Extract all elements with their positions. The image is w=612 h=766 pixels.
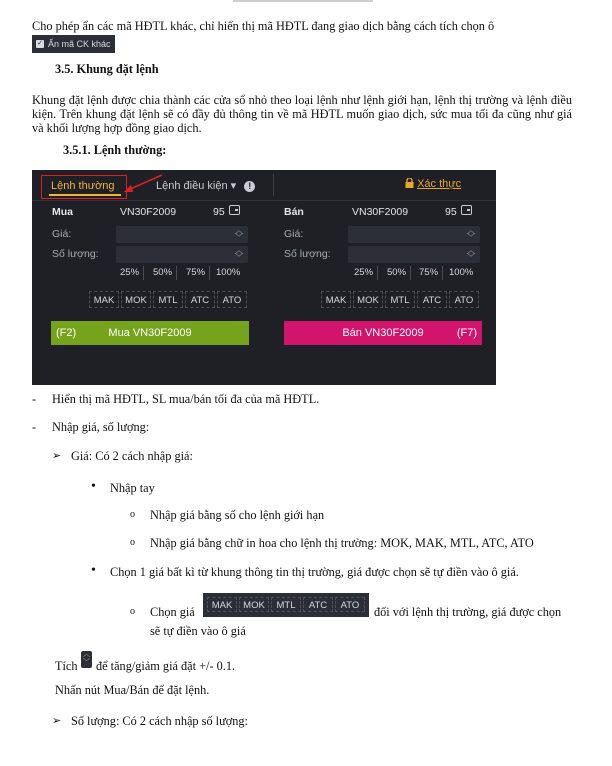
qty-heading: Số lượng: Có 2 cách nhập số lượng: xyxy=(71,714,248,728)
buy-pct-50[interactable]: 50% xyxy=(149,266,177,280)
bullet-dash: - xyxy=(32,392,37,406)
section-heading: 3.5. Khung đặt lệnh xyxy=(55,62,159,76)
checkbox-icon: ✓ xyxy=(37,40,43,47)
bullet-input: Nhập giá, số lượng: xyxy=(52,420,150,434)
sell-mok-button[interactable]: MOK xyxy=(353,291,383,308)
info-icon: ! xyxy=(244,181,255,192)
tab-conditional-label: Lệnh điều kiện xyxy=(156,180,228,192)
tab-divider xyxy=(273,174,274,196)
auth-link[interactable] xyxy=(405,178,461,190)
sell-qty-label: Số lượng: xyxy=(284,248,331,260)
sell-pct-25[interactable]: 25% xyxy=(350,266,378,280)
buy-button-label: Mua VN30F2009 xyxy=(108,327,192,339)
buy-qty-label: Số lượng: xyxy=(52,248,99,260)
price-heading: Giá: Có 2 cách nhập giá: xyxy=(71,449,193,463)
stepper-icon: ︿ ﹀ xyxy=(83,651,90,666)
page-top-rule xyxy=(0,0,612,4)
buy-mtl-button[interactable]: MTL xyxy=(153,291,183,308)
sell-atc-button[interactable]: ATC xyxy=(417,291,447,308)
circle-bullet-icon: o xyxy=(130,509,135,520)
buy-button[interactable] xyxy=(51,321,249,345)
tab-normal-order[interactable]: Lệnh thường xyxy=(41,175,127,199)
sell-side-label: Bán xyxy=(284,206,304,218)
lock-icon xyxy=(405,178,414,188)
tab-conditional-order[interactable] xyxy=(156,179,255,192)
stepper-icon[interactable]: ︿ ﹀ xyxy=(235,246,243,262)
press-button-note: Nhấn nút Mua/Bán để đặt lệnh. xyxy=(55,683,210,697)
buy-price-label: Giá: xyxy=(52,228,72,240)
buy-side-label: Mua xyxy=(52,206,73,218)
strip-ato: ATO xyxy=(335,597,365,612)
buy-pct-25[interactable]: 25% xyxy=(116,266,144,280)
buy-pct-75[interactable]: 75% xyxy=(182,266,210,280)
sell-qty-input[interactable] xyxy=(348,246,480,263)
hide-other-codes-checkbox xyxy=(32,35,115,53)
intro-paragraph xyxy=(32,19,572,53)
sell-symbol: VN30F2009 xyxy=(352,206,409,218)
arrow-bullet-icon: ➢ xyxy=(52,450,62,462)
buy-qty-input[interactable] xyxy=(116,246,248,263)
tick-pre: Tích xyxy=(55,659,78,673)
stepper-icon[interactable]: ︿ ﹀ xyxy=(235,226,243,242)
strip-mtl: MTL xyxy=(271,597,301,612)
dot-bullet-icon: • xyxy=(91,479,96,494)
tick-post: để tăng/giảm giá đặt +/- 0.1. xyxy=(96,659,236,673)
bullet-dash: - xyxy=(32,420,37,434)
strip-atc: ATC xyxy=(303,597,333,612)
bullet-info: Hiển thị mã HĐTL, SL mua/bán tối đa của mã HĐTL. xyxy=(52,392,320,406)
wallet-icon xyxy=(461,205,472,215)
chevron-down-icon: ▾ xyxy=(230,180,237,192)
checkbox-label: Ẩn mã CK khác xyxy=(48,39,111,49)
circle-bullet-icon: o xyxy=(130,537,135,548)
choose-price-line2: sẽ tự điền vào ô giá xyxy=(150,624,246,638)
buy-mok-button[interactable]: MOK xyxy=(121,291,151,308)
buy-ato-button[interactable]: ATO xyxy=(217,291,247,308)
stepper-icon[interactable]: ︿ ﹀ xyxy=(467,226,475,242)
section-paragraph: Khung đặt lệnh được chia thành các cửa sổ nhỏ theo loại lệnh như lệnh giới hạn, lệnh thị trường và lệnh điều kiện. Trên khung đặt lệnh sẽ có đầy đủ thông tin về mã HĐTL muốn giao dịch, sức mua tối đa cũng như giá và khối lượng hợp đồng giao dịch. xyxy=(32,93,572,135)
sell-pct-100[interactable]: 100% xyxy=(449,267,474,278)
sell-price-input[interactable] xyxy=(348,226,480,243)
order-tabs xyxy=(32,170,496,201)
buy-mak-button[interactable]: MAK xyxy=(89,291,119,308)
sell-pct-50[interactable]: 50% xyxy=(383,266,411,280)
pick-price: Chọn 1 giá bất kì từ khung thông tin thị trường, giá được chọn sẽ tự điền vào ô giá. xyxy=(110,565,519,579)
order-panel xyxy=(32,170,496,385)
sub-heading: 3.5.1. Lệnh thường: xyxy=(63,143,167,157)
auth-label: Xác thực xyxy=(417,178,462,190)
market-type-strip xyxy=(203,593,369,617)
sell-mak-button[interactable]: MAK xyxy=(321,291,351,308)
circle-bullet-icon: o xyxy=(130,606,135,617)
choose-price-post: đối với lệnh thị trường, giá được chọn xyxy=(374,605,562,619)
intro-text: Cho phép ẩn các mã HĐTL khác, chỉ hiển thị mã HĐTL đang giao dịch bằng cách tích chọn ô xyxy=(32,19,495,33)
sell-shortcut: (F7) xyxy=(456,327,477,339)
dot-bullet-icon: • xyxy=(91,563,96,578)
active-tab-underline xyxy=(49,194,121,196)
sell-max-qty: 95 xyxy=(445,206,457,218)
arrow-bullet-icon: ➢ xyxy=(52,715,62,727)
sell-price-label: Giá: xyxy=(284,228,304,240)
buy-atc-button[interactable]: ATC xyxy=(185,291,215,308)
sell-button-label: Bán VN30F2009 xyxy=(342,327,424,339)
buy-price-input[interactable] xyxy=(116,226,248,243)
manual-entry: Nhập tay xyxy=(110,481,155,495)
manual-entry-1: Nhập giá bằng số cho lệnh giới hạn xyxy=(150,508,325,522)
strip-mok: MOK xyxy=(239,597,269,612)
stepper-icon[interactable]: ︿ ﹀ xyxy=(467,246,475,262)
buy-symbol: VN30F2009 xyxy=(120,206,177,218)
buy-max-qty: 95 xyxy=(213,206,225,218)
choose-price-pre: Chọn giá xyxy=(150,605,195,619)
buy-shortcut: (F2) xyxy=(56,327,77,339)
sell-mtl-button[interactable]: MTL xyxy=(385,291,415,308)
buy-pct-100[interactable]: 100% xyxy=(216,267,241,278)
strip-mak: MAK xyxy=(207,597,237,612)
wallet-icon xyxy=(229,205,240,215)
sell-button[interactable] xyxy=(284,321,482,345)
sell-ato-button[interactable]: ATO xyxy=(449,291,479,308)
manual-entry-2: Nhập giá bằng chữ in hoa cho lệnh thị trường: MOK, MAK, MTL, ATC, ATO xyxy=(150,536,534,550)
sell-pct-75[interactable]: 75% xyxy=(415,266,443,280)
